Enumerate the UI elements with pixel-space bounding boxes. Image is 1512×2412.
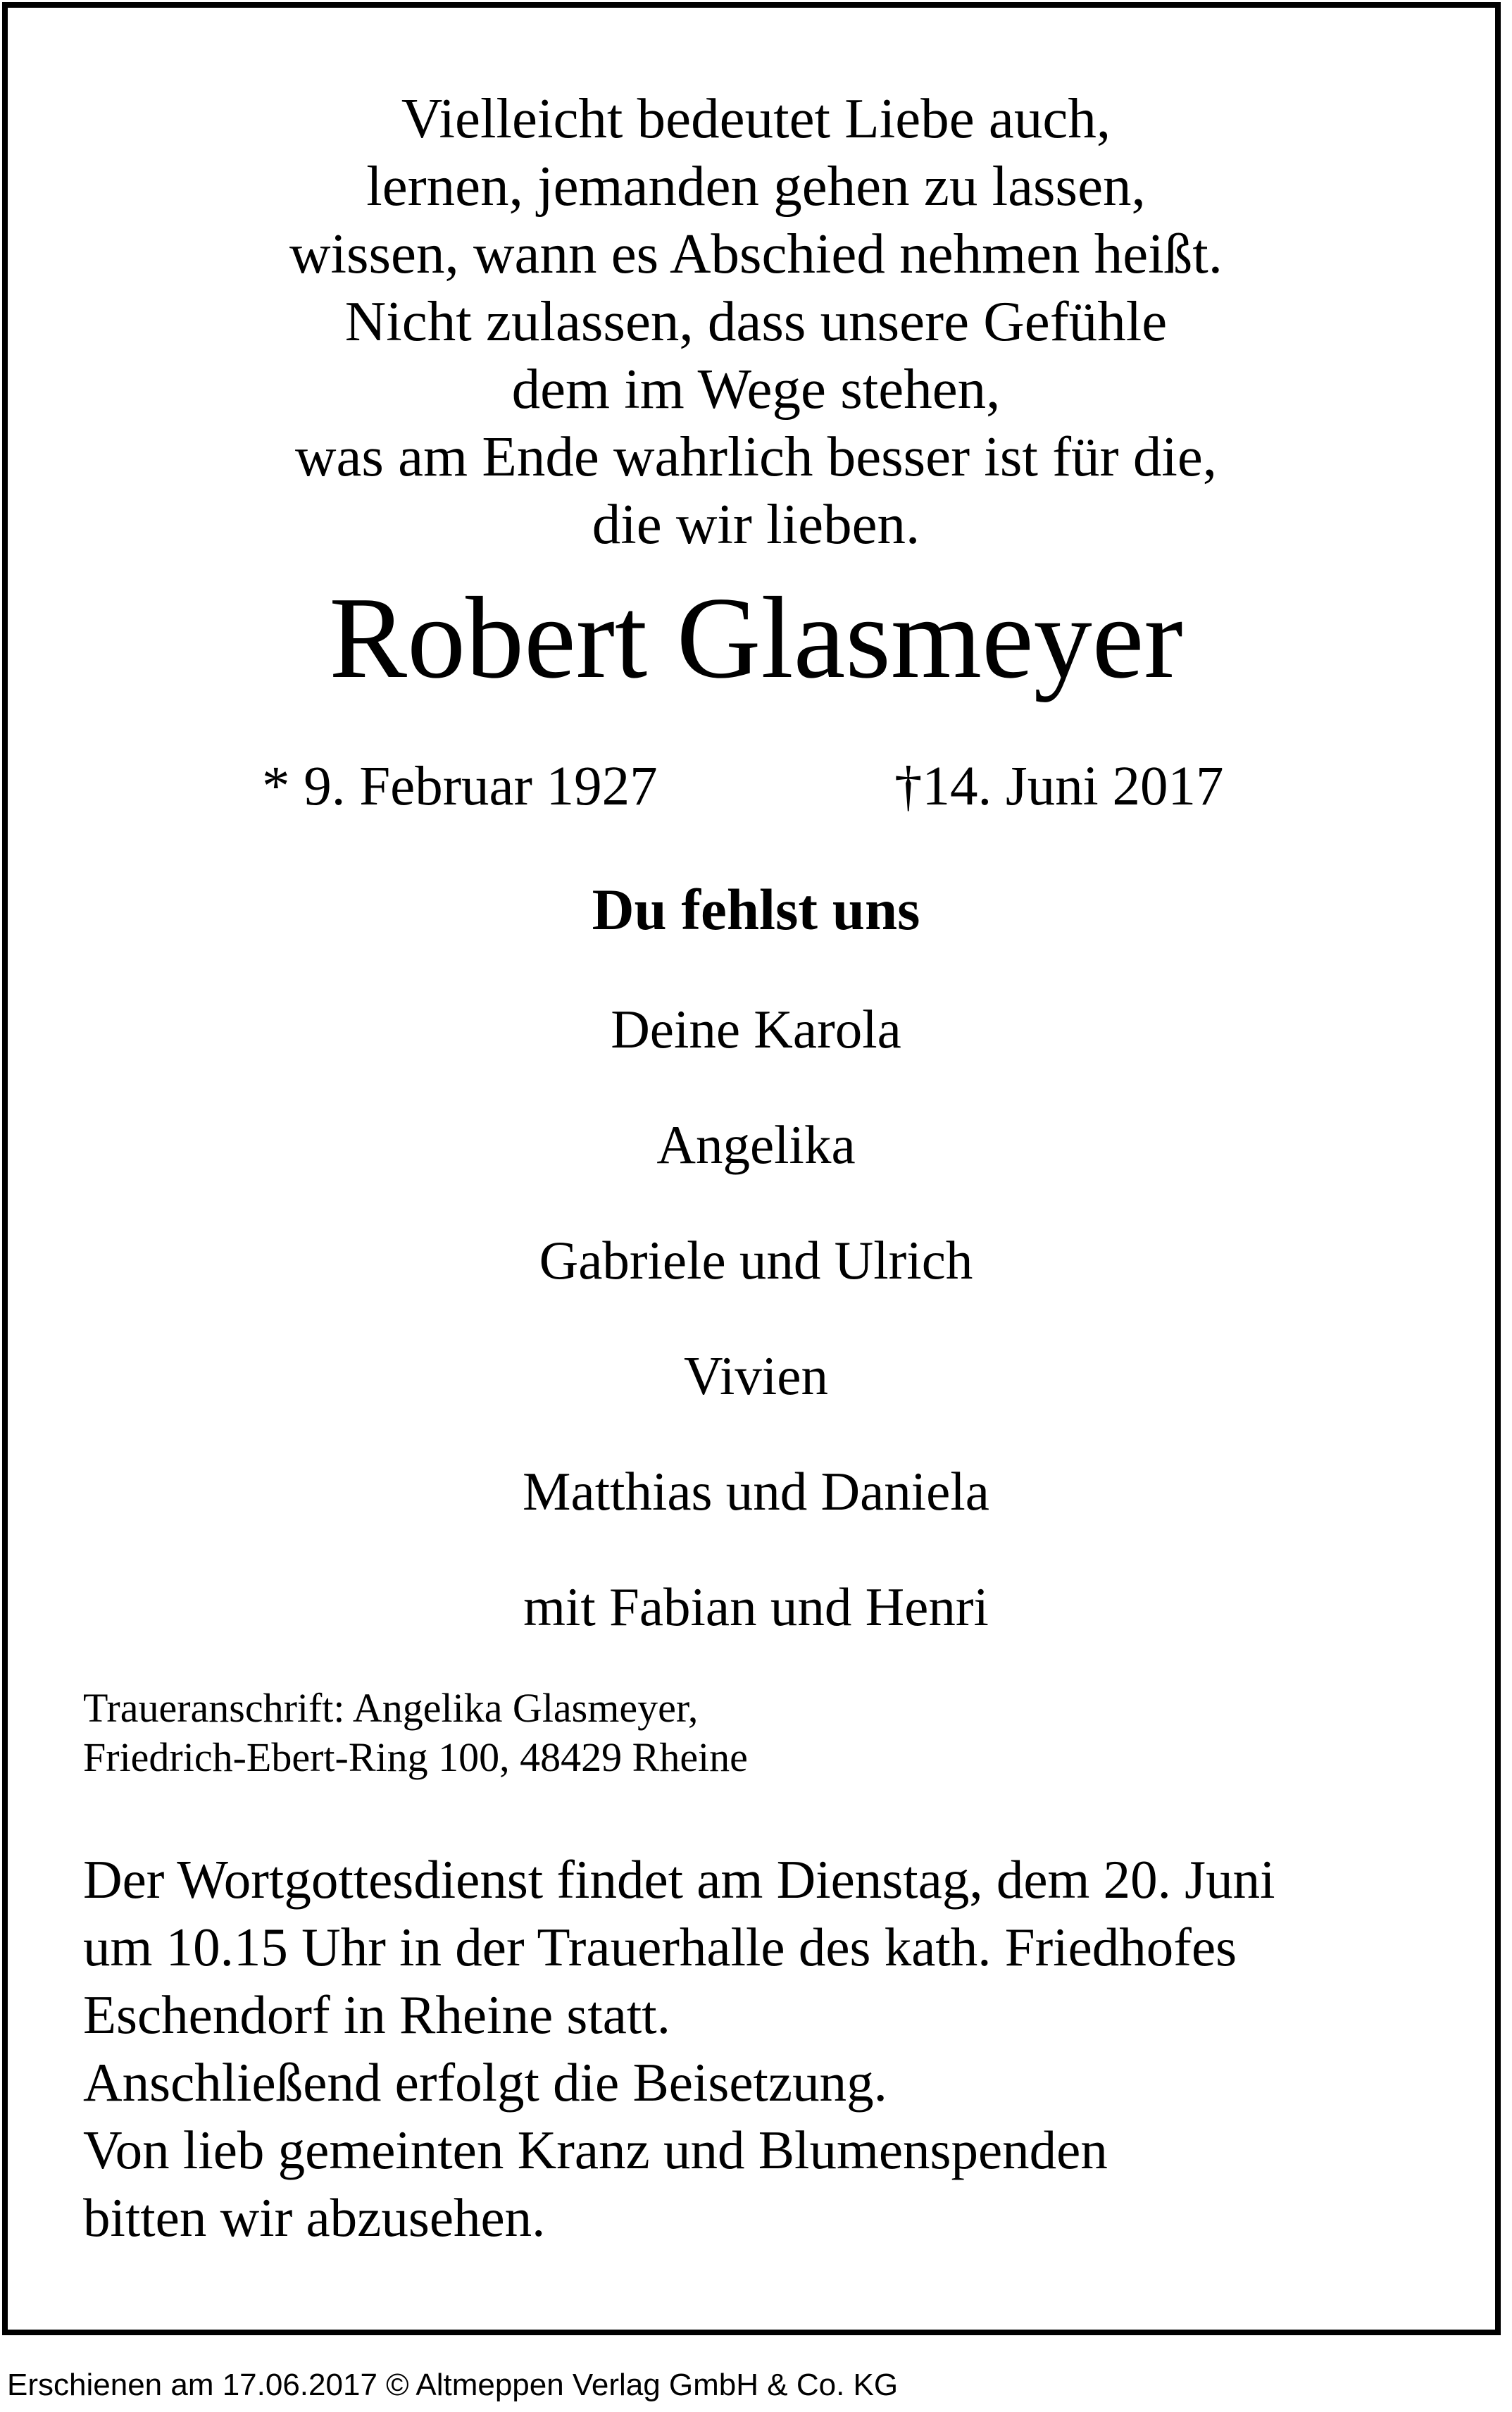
service-line: Eschendorf in Rheine statt. bbox=[83, 1984, 670, 2045]
deceased-name: Robert Glasmeyer bbox=[329, 573, 1183, 702]
mourner-name: Vivien bbox=[684, 1345, 828, 1406]
service-line: um 10.15 Uhr in der Trauerhalle des kath. Friedhofes bbox=[83, 1917, 1237, 1977]
address-line: Friedrich-Ebert-Ring 100, 48429 Rheine bbox=[83, 1734, 748, 1780]
address-line: Traueranschrift: Angelika Glasmeyer, bbox=[83, 1685, 699, 1731]
mourner-name: Deine Karola bbox=[611, 999, 901, 1059]
poem-line: wissen, wann es Abschied nehmen heißt. bbox=[289, 222, 1223, 285]
mourner-name: mit Fabian und Henri bbox=[523, 1577, 989, 1637]
poem-line: dem im Wege stehen, bbox=[511, 357, 1001, 421]
poem-line: Vielleicht bedeutet Liebe auch, bbox=[401, 87, 1111, 150]
motto: Du fehlst uns bbox=[592, 877, 920, 942]
mourner-name: Gabriele und Ulrich bbox=[539, 1230, 973, 1291]
service-announcement bbox=[83, 1846, 1275, 2251]
mourner-name: Matthias und Daniela bbox=[523, 1461, 989, 1522]
death-date: †14. Juni 2017 bbox=[894, 756, 1224, 817]
service-line: Der Wortgottesdienst findet am Dienstag, dem 20. Juni bbox=[83, 1849, 1275, 1910]
poem-line: die wir lieben. bbox=[592, 492, 920, 556]
mourner-name: Angelika bbox=[656, 1114, 856, 1175]
poem-line: was am Ende wahrlich besser ist für die, bbox=[294, 425, 1218, 488]
service-line: Von lieb gemeinten Kranz und Blumenspenden bbox=[83, 2120, 1108, 2180]
service-line: bitten wir abzusehen. bbox=[83, 2187, 546, 2248]
birth-date: * 9. Februar 1927 bbox=[262, 756, 658, 817]
poem bbox=[0, 85, 1512, 558]
publication-footer: Erschienen am 17.06.2017 © Altmeppen Verlag GmbH & Co. KG bbox=[7, 2368, 899, 2402]
poem-line: lernen, jemanden gehen zu lassen, bbox=[366, 154, 1146, 218]
service-line: Anschließend erfolgt die Beisetzung. bbox=[83, 2052, 887, 2113]
mourning-address bbox=[83, 1684, 748, 1782]
poem-line: Nicht zulassen, dass unsere Gefühle bbox=[344, 290, 1168, 353]
